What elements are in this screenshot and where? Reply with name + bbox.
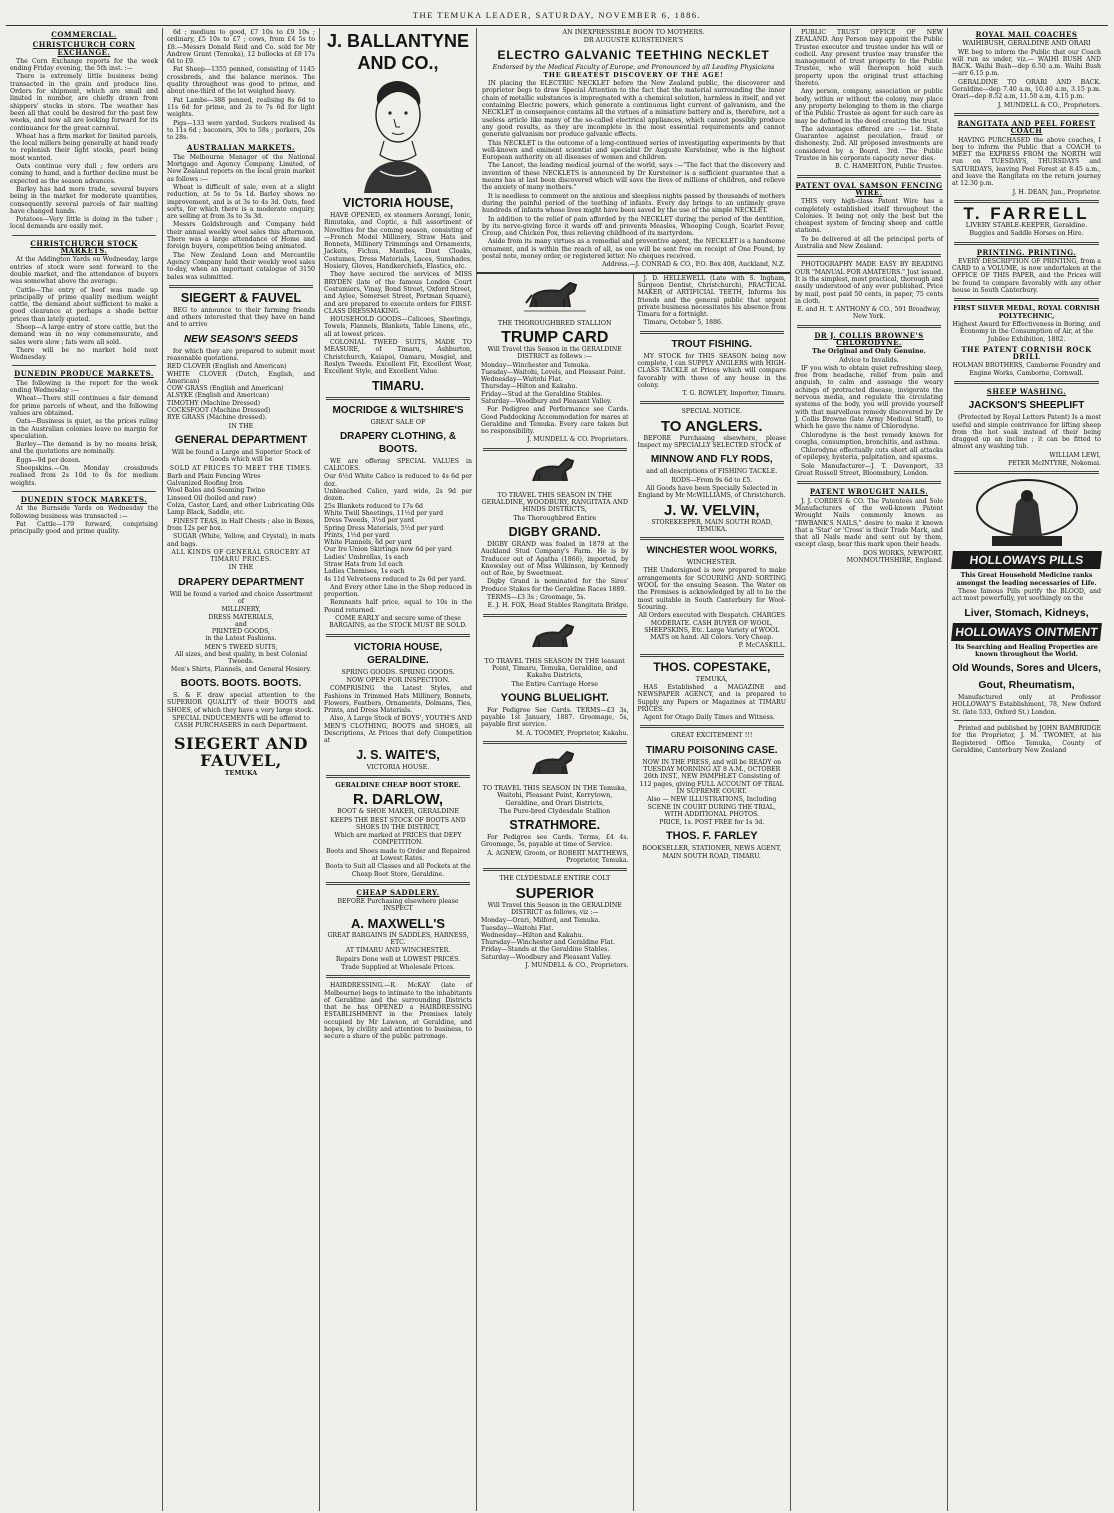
coach-text: WE beg to inform the Public that our Coach will run as under, viz.— WAIHI BUSH AND BACK. Waihi Bush—dep 6.50 a.m. Waihi Bush—arr 6.15 p.m. (952, 48, 1101, 78)
produce-text: Barley—The demand is by no means brisk, and the quotations are nominally. (10, 441, 158, 456)
commercial-heading: COMMERCIAL. (51, 30, 117, 39)
corn-exchange-text: Potatoes—Very little is doing in the tuber ; local demands are easily met. (10, 216, 158, 231)
sheeplift-text: (Protected by Royal Letters Patent) Is a most useful and simple contrivance for lifting sheep from the hot soak instead of their being dragged up an incline ; it can be fitted to almost any washing tub. (952, 414, 1101, 451)
necklet-text: In addition to the relief of pain afforded by the NECKLET during the period of the dentition, by its nerve-giving force it wards off and prevents Measles, Whooping Cough, Scarlet Fever, Croup, and Chicken Pox, thus relieving childhood of its martyrdom. (482, 215, 785, 238)
divider (640, 331, 785, 334)
winchester-wool-title: WINCHESTER WOOL WORKS, (646, 545, 777, 556)
superior-text: Will Travel this Season in the GERALDINE DISTRICT as follows, viz :— (487, 901, 622, 916)
divider (797, 481, 941, 484)
calicoes-text: WE are offering SPECIAL VALUES in CALICOES. (324, 457, 472, 473)
ballantyne-text: HOUSEHOLD GOODS—Calicoes, Sheetings, Towels, Flannels, Blankets, Table Linens, etc., all at lowest prices. (324, 316, 472, 338)
drapery-clothing-heading: DRAPERY CLOTHING, & BOOTS. (339, 430, 457, 455)
trump-card-schedule: Monday—Winchester and Temuka. Tuesday—Waitohi, Levels, and Pleasant Point. Wednesday—Waitohi Flat. Thursday—Hilton and Kakahu. Friday—Stud at the Geraldine Stables. Saturday—Woodbury and Pleasant Valley. (481, 361, 626, 405)
winchester-sub: WINCHESTER. (686, 558, 737, 567)
maxwell-name: A. MAXWELL'S (350, 915, 446, 931)
seeds-list: RED CLOVER (English and American) WHITE CLOVER (Dutch, English, and American) COW GRASS (English and American) ALSYKE (English and American) TIMOTHY (Machine Dressed) COCKSFOOT (Machine Dressed) RYE GRASS (Machine dressed). (167, 363, 315, 422)
waite-name: J. S. WAITE'S, (356, 747, 440, 762)
victoria-house-heading: VICTORIA HOUSE, (342, 196, 454, 210)
australian-text: The Melbourne Manager of the National Mortgage and Agency Company, Limited, of New Zealand reports on the local grain market as follows :— (167, 153, 315, 183)
dunedin-stock-title: DUNEDIN STOCK MARKETS. (20, 494, 148, 504)
rangitata-coach-title: RANGITATA AND PEEL FOREST COACH (957, 118, 1096, 136)
stock-text: At the Addington Yards on Wednesday, large entries of stock were sent forward to the double market, and the attendance of buyers was somewhat above the average. (10, 256, 158, 286)
siegert-intro: BEG to announce to their farming friends and others interested that they have on hand and to arrive (167, 306, 315, 329)
divider (12, 365, 156, 366)
copestake-text: Agent for Otago Daily Times and Witness. (643, 714, 775, 722)
come-early-text: COME EARLY and secure some of these BARGAINS, as the STOCK MUST BE SOLD. (329, 615, 467, 630)
young-bluelight-name: YOUNG BLUELIGHT. (500, 691, 609, 704)
boots-text: S. & F. draw special attention to the SUPERIOR QUALITY of their BOOTS and SHOES, of which they have a very large stock. (167, 691, 315, 714)
necklet-title: ELECTRO GALVANIC TEETHING NECKLET (497, 47, 770, 62)
farley-sub: BOOKSELLER, STATIONER, NEWS AGENT, MAIN SOUTH ROAD, TIMARU. (642, 845, 782, 860)
darlow-name: R. DARLOW, (353, 791, 443, 809)
farrell-text: Buggies and Saddle Horses on Hire. (969, 230, 1084, 238)
horse-illustration (525, 621, 585, 655)
wool-text: THE Undersigned is now prepared to make arrangements for SCOURING AND SORTING WOOL for the ensuing Season. The Water on the Premises is acknowledged by all to be the most suitable in South Canterbury for Wool-Scouring. (637, 567, 786, 611)
calicoes-list: Our 6½d White Calico is reduced to 4s 6d per doz. Unbleached Calico, yard wide, 2s 9d per dozen. 25s Blankets reduced to 17s 6d White Twill Sheetings, 11½d per yard Dress Tweeds, 3½d per yard Spring Dress Materials, 5½d per yard Prints, 1½d per yard White Flannels, 6d per yard Our Ire Union Skirtings now 6d per yard Ladies' Umbrellas, 1s each Straw Hats from 1d each Ladies Chemises, 1s each 4s 11d Velveteens reduced to 2s 6d per yard. (324, 473, 472, 583)
divider (954, 298, 1099, 301)
hamerton-signature: B. C. HAMERTON, Public Trustee. (835, 163, 943, 171)
holloways-pills-banner: HOLLOWAYS PILLS (951, 551, 1102, 569)
rowley-signature: T. G. ROWLEY, Importer, Timaru. (682, 390, 786, 398)
great-sale-label: GREAT SALE OF (370, 417, 426, 426)
produce-text: Eggs—9d per dozen. (16, 456, 81, 464)
rods-heading: MINNOW AND FLY RODS, (650, 454, 773, 466)
bluelight-heading: TO TRAVEL THIS SEASON IN THE leasant Point, Timaru, Temuka, Geraldine, and Kakahu Districts, (484, 656, 625, 680)
market-text: Pigs—133 were yarded. Suckers realised 4s to 11s 6d ; baconers, 30s to 58s ; porkers, 20s to 28s. (167, 119, 315, 142)
sheep-washing-title: SHEEP WASHING. (986, 386, 1067, 396)
saddlery-sub: GREAT BARGAINS IN SADDLES, HARNESS, ETC. (327, 931, 469, 947)
column-coaches-holloway (948, 28, 1105, 1511)
strathmore-heading: TO TRAVEL THIS SEASON IN THE Temuka, Waitohi, Pleasant Point, Kerrytown, Geraldine, and Orari Districts, (482, 784, 627, 807)
produce-text: Sheepskins.—On Monday crossbreds realised from 2s 10d to 6s for medium weights. (10, 465, 158, 487)
copestake-text: HAS Established a MAGAZINE and NEWSPAPER AGENCY, and is prepared to Supply any Papers or Magazines at TIMARU PRICES. (637, 684, 786, 713)
chlorodyne-sub: The Original and Only Genuine. (812, 347, 926, 356)
liver-stomach-heading: Liver, Stomach, Kidneys, (964, 606, 1089, 619)
divider (326, 634, 470, 637)
special-notice-label: SPECIAL NOTICE. (681, 407, 743, 416)
ballantyne-name: J. BALLANTYNE (326, 31, 469, 51)
seeds-text: for which they are prepared to submit most reasonable quotations. (167, 347, 315, 362)
divider (483, 868, 627, 871)
chlorodyne-text: Chlorodyne effectually cuts short all attacks of epilepsy, hysteria, palpitation, and spasms. (795, 447, 943, 462)
anglers-text: BEFORE Purchasing elsewhere, please Inspect my SPECIALLY SELECTED STOCK of (637, 434, 786, 450)
saddlery-text: Repairs Done well at LOWEST PRICES. (335, 955, 461, 963)
nails-signature: DOS WORKS, NEWPORT, MONMOUTHSHIRE, England. (846, 549, 943, 564)
digby-sub: The Thoroughbred Entire (513, 513, 597, 522)
darlow-sub: BOOT & SHOE MAKER, GERALDINE (336, 807, 459, 816)
digby-terms: TERMS—£3 3s ; Groomage, 5s. (487, 594, 586, 602)
velvin-name: J. W. VELVIN, (663, 501, 760, 519)
chlorodyne-text: Sole Manufacturer—J. T. Davenport, 33 Great Russell Street, Bloomsbury, London. (795, 462, 943, 478)
imprint-text: Printed and published by JOHN BAMBRIDGE for the Proprietor, J. M. TWOMEY, at his Registered Office Temuka, County of Geraldine, Canterbury New Zealand (952, 725, 1101, 754)
divider (483, 614, 627, 617)
digby-signature: E. J. H. FOX, Head Stables Rangitata Bridge. (487, 602, 629, 610)
mundell-signature: J. MUNDELL & CO., Proprietors. (997, 101, 1101, 109)
farrell-sub: LIVERY STABLE-KEEPER, Geraldine. (965, 220, 1088, 229)
samson-text: To be delivered at all the principal ports of Australia and New Zealand. (795, 235, 943, 251)
sold-at-prices: SOLD AT PRICES TO MEET THE TIMES. (169, 464, 313, 472)
divider (12, 491, 156, 492)
spring-goods-label: SPRING GOODS. SPRING GOODS. (341, 667, 455, 676)
divider (326, 882, 470, 885)
produce-text: Oats—Business is quiet, as the prices ruling in the Australian colonies leave no margin for speculation. (10, 418, 158, 440)
public-trust-text: Any person, company, association or public body, within or without the colony, may place any property belonging to them in the charge of the Public Trustee as agent for such care as may be defined in the deed creating the trust. (795, 88, 943, 125)
photography-text: PHOTOGRAPHY MADE EASY BY READING OUR "MANUAL FOR AMATEURS." Just issued. It is the simplest, most practical, thorough and easily understood of any ever published. Price by mail, post paid 50 cents, in paper, 75 cents in cloth. (795, 261, 943, 305)
sugar-text: SUGAR (White, Yellow, and Crystal), in mats and bags. (167, 533, 315, 548)
darlow-text: KEEPS THE BEST STOCK OF BOOTS AND SHOES IN THE DISTRICT, (330, 816, 466, 831)
strathmore-text: For Pedigree see Cards. Terms, £4 4s. Groomage, 5s, payable at time of Service. (481, 834, 629, 849)
corn-exchange-text: Wheat has a firm market for limited parcels, the local millers being generally at hand ready to replenish their light stocks, pearl being most wanted. (10, 132, 158, 162)
coach-text: GERALDINE TO ORARI AND BACK. Geraldine—dep 7.40 a.m, 10.40 a.m, 3.15 p.m. Orari—dep 8.52 a.m, 11.50 a.m, 4.15 p.m. (952, 78, 1101, 101)
pamphlet-price: PRICE, 1s. POST FREE for 1s 3d. (659, 819, 765, 827)
divider (12, 235, 156, 236)
temuka-location: TEMUKA (224, 769, 258, 778)
produce-text: Wheat—There still continues a fair demand for prime parcels of wheat, and the following values are obtained. (10, 395, 158, 417)
divider (954, 200, 1099, 203)
australian-text: Messrs Goldsbrough and Company held their annual weekly wool sales this afternoon. There was a large attendance of Home and foreign buyers, competition being animated. (167, 221, 315, 251)
anglers-text: RODS—From 9s 6d to £5. (671, 476, 753, 484)
anglers-text: All Goods have been Specially Selected in England by Mr McWILLIAMS, of Christchurch. (637, 484, 786, 500)
columns (6, 28, 1108, 1511)
divider (326, 775, 470, 778)
trout-fishing-text: MY STOCK for THIS SEASON being now complete, I can SUPPLY ANGLERS with HIGH-CLASS TACKLE at Prices which will compare favorably with those of any house in the colony. (637, 352, 786, 389)
corn-exchange-title: CHRISTCHURCH CORN EXCHANGE. (32, 40, 136, 57)
column-ballantyne (320, 28, 477, 1511)
siegert-signature: SIEGERT AND (174, 734, 308, 754)
divider (954, 471, 1099, 474)
dunedin-stock-text: At the Burnside Yards on Wednesday the following business was transacted :— (10, 505, 158, 520)
stock-text: Sheep—A large entry of store cattle, but the demand was in no way commensurate, and sales were slow ; fats were all sold. (10, 323, 158, 346)
trump-card-text: Will Travel this Season in the GERALDINE DISTRICT as follows :— (487, 345, 622, 361)
superior-signature: J. MUNDELL & CO., Proprietors. (525, 962, 629, 970)
divider (169, 285, 313, 288)
lewi-signature: WILLIAM LEWI, (1049, 451, 1101, 459)
boots-heading: BOOTS. BOOTS. BOOTS. (180, 677, 302, 689)
medal-text: Highest Award for Effectiveness in Boring, and Economy in the Consumption of Air, at the Jubilee Exhibition, 1882. (952, 320, 1101, 343)
bluelight-sub: The Entire Carriage Horse (511, 679, 599, 688)
digby-grand-name: DIGBY GRAND. (508, 524, 601, 539)
dean-signature: J. H. DEAN, Jun., Proprietor. (1012, 188, 1101, 196)
divider (954, 381, 1099, 384)
dunedin-produce-title: DUNEDIN PRODUCE MARKETS. (14, 369, 154, 379)
divider (326, 975, 470, 978)
fauvel-signature: FAUVEL, (200, 751, 282, 771)
masthead-title: THE TEMUKA LEADER, SATURDAY, NOVEMBER 6, 1886. (412, 10, 702, 20)
necklet-text: IN placing the ELECTRIC NECKLET before the New Zealand public, the discoverer and proprietor begs to draw Special Attention to the fact that the material surrounding the inner chain of metallic substances is impregnated with a chemical solution, harmless in itself, and yet containing Electric powers, which generate a continuous light current of galvanism, and the NECKLET in consequence contains all the virtues of a miniature battery and is, therefore, not a useless article like many of the so-called electrical appliances, which cannot possibly produce any good results, as they are incomplete in the most essential requirements and cannot generate galvanism nor produce galvanic effects. (482, 80, 785, 139)
printing-text: EVERY DESCRIPTION OF PRINTING, from a CARD to a VOLUME, is now undertaken at the OFFICE OF THIS PAPER, and the Prices will be found to compare favorably with any other house in South Canterbury. (952, 257, 1101, 295)
waite-text: COMPRISING the Latest Styles, and Fashions in Trimmed Hats Millinery, Bonnets, Flowers, Feathers, Ornaments, Dolmans, Ties, Prints, and Dress Materials. (324, 685, 472, 715)
divider (640, 537, 785, 540)
columns-center (477, 28, 791, 1511)
darlow-text: Boots and Shoes made to Order and Repaired at Lowest Rates. (325, 847, 470, 862)
ballantyne-text: They have secured the services of MISS BRYDEN (late of the famous London Court Costumiers, Vinay, Bond Street, Oxford Street, and Aylee, Somerset Street, Portman Square), and are prepared to execute orders for FIRST-CLASS DRESSMAKING. (324, 271, 472, 315)
corn-exchange-text: Barley has had more trade, several buyers being in the market for moderate quantities, consequently several parcels of fair malting have changed hands. (10, 185, 158, 215)
necklet-topline: AN INEXPRESSIBLE BOON TO MOTHERS. (562, 28, 705, 36)
cheap-saddlery-title: CHEAP SADDLERY. (356, 887, 440, 897)
holman-signature: HOLMAN BROTHERS, Camborne Foundry and Engine Works, Camborne, Cornwall. (952, 362, 1101, 377)
australian-text: The New Zealand Loan and Mercantile Agency Company held their weekly wool sales to-day, when an important catalogue of 3150 bales was submitted. (167, 251, 315, 281)
digby-text: Digby Grand is nominated for the Sires' Produce Stakes for the Geraldine Races 1889. (481, 578, 629, 593)
column-commercial (6, 28, 163, 1511)
samson-wire-title: PATENT OVAL SAMSON FENCING WIRE. (795, 180, 943, 197)
mccaskill-signature: P. McCASKILL. (738, 642, 786, 650)
divider (483, 741, 627, 744)
column-stallions (477, 274, 634, 1511)
cheap-boot-store-title: GERALDINE CHEAP BOOT STORE. (335, 780, 461, 789)
divider (954, 113, 1099, 116)
farley-name: THOS. F. FARLEY (665, 830, 758, 843)
trump-card-name: TRUMP CARD (501, 328, 609, 346)
wool-text: All Orders executed with Despatch. CHARGES MODERATE. CASH BUYER OF WOOL, SHEEPSKINS, Etc. Large Variety of WOOL MATS on hand. All Colors. Very Cheap. (638, 612, 785, 642)
divider (483, 448, 627, 451)
victoria-geraldine-title: VICTORIA HOUSE, GERALDINE. (353, 641, 443, 666)
chlorodyne-text: IF you wish to obtain quiet refreshing sleep, free from headache, relief from pain and anguish, to calm and assuage the weary achings of protracted disease, invigorate the nervous media, and regulate the circulating systems of the body, you will provide yourself with that marvellous remedy discovered by Dr J. Collis Browne (late Army Medical Staff), to which he gave the name of Chlorodyne. (795, 364, 943, 431)
necklet-discovery: THE GREATEST DISCOVERY OF THE AGE! (543, 70, 724, 79)
divider (640, 654, 785, 657)
strathmore-signature: A. AGNEW, Groom, or ROBERT MATTHEWS, Proprietor, Temuka. (487, 849, 629, 865)
market-text: Fat Lambs—388 penned, realising 8s 6d to 11s 6d for prime, and 2s to 7s 6d for light weights. (167, 96, 315, 119)
in-the-label: IN THE (228, 563, 254, 572)
stock-text: Cattle—The entry of beef was made up principally of prime quality medium weight cattle, the demand about sufficient to make a good clearance at perhaps a shade better prices than lately quoted. (10, 286, 158, 323)
column-markets-siegert (163, 28, 320, 1511)
trump-card-signature: J. MUNDELL & CO. Proprietors. (527, 436, 629, 444)
hellewell-date: Timaru, October 5, 1886. (643, 319, 723, 327)
bluelight-text: For Pedigree See Cards. TERMS—£3 3s, payable 1st January, 1887. Groomage, 5s, payable first service. (481, 706, 629, 729)
royal-mail-sub: WAIHIBUSH, GERALDINE AND ORARI (962, 39, 1091, 48)
divider (640, 401, 785, 404)
digby-text: DIGBY GRAND was foaled in 1879 at the Auckland Stud Company's Farm. He is by Traducer out of Agatha (1866), imported, by Knowsley out of Miss Wilkinson, by Kennedy out of Roe, by Sweetmeat. (481, 540, 629, 578)
trump-card-text: For Pedigree and Performance see Cards. Good Paddocking Accommodation for mares at Geraldine and Temuka. Every care taken but no responsibility. (481, 406, 629, 436)
general-department-heading: GENERAL DEPARTMENT (174, 433, 308, 446)
column-public-trust (791, 28, 948, 1511)
saddlery-text: Trade Supplied at Wholesale Prices. (341, 963, 455, 971)
digby-heading: TO TRAVEL THIS SEASON IN THE GERALDINE, WOODBURY, RANGITATA AND HINDS DISTRICTS, (481, 490, 628, 514)
drapery-department-heading: DRAPERY DEPARTMENT (178, 575, 304, 588)
ballantyne-co: AND CO., (357, 53, 439, 73)
waite-text: Also, A Large Stock of BOYS', YOUTH'S AND MEN'S CLOTHING, BOOTS and SHOES, all Descriptions, At Prices that defy Competition at (324, 715, 473, 745)
open-inspection-label: NOW OPEN FOR INSPECTION. (346, 675, 450, 684)
to-anglers-title: TO ANGLERS. (660, 417, 763, 435)
bluelight-signature: M. A. TOOMEY, Proprietor, Kakahu. (515, 729, 629, 737)
siegert-fauvel-title: SIEGERT & FAUVEL (180, 290, 302, 305)
stock-text: There will be no market held next Wednesday. (10, 346, 158, 362)
printing-title: PRINTING. PRINTING. (976, 247, 1077, 257)
holloway-seal-illustration (972, 478, 1082, 548)
ointment-text: Its Searching and Healing Properties are known throughout the World. (955, 643, 1098, 658)
necklet-text: The Lancet, the leading medical journal of the world, says :—"The fact that the discovery and invention of these NECKLETS is announced by Dr Kursteiner is a sufficient guarantee that a means has at last been discovered which will save the lives of millions of children, and relieve the anxiety of many mothers." (482, 162, 785, 192)
darlow-text: Boots to Suit all Classes and all Pockets at the Cheap Boot Store, Geraldine. (325, 863, 471, 878)
horse-illustration (520, 277, 590, 317)
great-excitement-label: GREAT EXCITEMENT !!! (671, 731, 753, 740)
anglers-text: and all descriptions of FISHING TACKLE. (646, 468, 778, 476)
horse-illustration (525, 748, 585, 782)
victoria-house-label: VICTORIA HOUSE. (366, 762, 430, 771)
pills-text: This Great Household Medicine ranks amongst the leading necessaries of Life. (956, 572, 1097, 587)
center-subcolumns (477, 274, 790, 1511)
necklet-address: Address.—J. CONRAD & CO., P.O. Box 408, Auckland, N.Z. (602, 261, 785, 269)
market-text: 6d ; medium to good, £7 10s to £9 10s ; ordinary, £5 10s to £7 ; cows, from £4 5s to £8.—Messrs Donald Reid and Co. sold for Mr Andrew Grant (Temuka), 12 bullocks at £8 17s 6d to £9. (167, 29, 315, 66)
horse-illustration (525, 455, 585, 489)
copestake-name: THOS. COPESTAKE, (653, 659, 771, 674)
rangitata-text: HAVING PURCHASED the above coaches, I beg to inform the Public that a COACH to MEET the EXPRESS FROM the NORTH will run on TUESDAYS, THURSDAYS and SATURDAYS, leaving Peel Forest at 8.45 a.m., and leave the Rangitata on the return journey at 12.30 p.m. (952, 136, 1101, 188)
chlorodyne-text: Chlorodyne is the best remedy known for coughs, consumption, bronchitis, and asthma. (795, 431, 943, 446)
divider (640, 725, 785, 728)
timaru-location: TIMARU. (371, 378, 425, 393)
grocery-text: ALL KINDS OF GENERAL GROCERY AT TIMARU PRICES. (171, 548, 311, 564)
trout-fishing-title: TROUT FISHING. (671, 338, 753, 350)
divider (797, 175, 941, 178)
divider (954, 242, 1099, 245)
chlorodyne-sub2: Advice to Invalids. (839, 355, 899, 364)
royal-mail-title: ROYAL MAIL COACHES (975, 30, 1078, 39)
superior-heading: THE CLYDESDALE ENTIRE COLT (499, 874, 611, 883)
wrought-nails-title: PATENT WROUGHT NAILS. (809, 487, 929, 497)
drapery-text: Will be found a varied and choice Assortment of (169, 590, 313, 605)
seeds-heading: NEW SEASON'S SEEDS (183, 333, 299, 345)
velvin-sub: STOREKEEPER, MAIN SOUTH ROAD, TEMUKA. (651, 518, 773, 533)
holloway-address: Manufactured only at Professor HOLLOWAY'S Establishment, 78, New Oxford St. (late 533, Oxford St.) London. (952, 694, 1101, 716)
strathmore-sub: The Pure-bred Clydesdale Stallion (499, 806, 611, 815)
necklet-text: It is needless to comment on the anxious and sleepless nights passed by thousands of mothers during the painful period of the teething of infants. Every day brings to an untimely grave hundreds of infants whose lives might have been saved by the use of the simple NECKLET. (482, 192, 785, 215)
divider (326, 397, 470, 400)
necklet-text: This NECKLET is the outcome of a long-continued series of investigating experiments by that well-known and eminent scientist and specialist Dr Auguste Kursteiner, who is the highest European authority on all diseases of women and children. (482, 139, 785, 162)
necklet-advertisement (477, 28, 790, 274)
mens-list: MEN'S TWEED SUITS, All sizes, and best quality, in best Colonial Tweeds. Men's Shirts, Flannels, and General Hosiery. (170, 643, 312, 673)
divider (797, 325, 941, 328)
necklet-doctor: DR AUGUSTE KURSTEINER'S (583, 36, 684, 45)
teas-text: FINEST TEAS, in Half Chests ; also in Boxes, from 12s per box. (167, 517, 315, 532)
dunedin-stock-text: Fat Cattle—179 forward, comprising principally good and prime quality. (10, 520, 158, 536)
hairdressing-text: HAIRDRESSING.—R. McKAY (late of Melbourne) begs to intimate to the inhabitants of Geraldine and the surrounding Districts that he has OPENED a HAIRDRESSING ESTABLISHMENT in the Premises lately occupied by Mr Lawson, at Geraldine, and hopes, by civility and attention to business, to secure a share of the public patronage. (324, 982, 472, 1041)
anthony-signature: E. and H. T. ANTHONY & CO., 591 Broadway, New York. (797, 306, 941, 321)
mcintyre-signature: PETER McINTYRE, Nokomai. (1007, 460, 1101, 468)
corn-exchange-text: There is extremely little business being transacted in the grain and produce line. Orders for shipment, which are small and limited in number, are chiefly drawn from shippers' stocks in store. The weather has been all that could be desired for the past few weeks, and now all are looking forward for its continuance for the great carnival. (10, 73, 158, 132)
ballantyne-text: COLONIAL TWEED SUITS, MADE TO MEASURE, of Timaru, Ashburton, Christchurch, Kaiapoi, Oamaru, Mosgiel, and Roslyn Tweeds. Excellent Fit, Excellent Wear, Excellent Style, and Excellent Value. (324, 339, 472, 376)
general-text: Will be found a Large and Superior Stock of Goods which will be (171, 448, 311, 464)
saddlery-loc: AT TIMARU AND WINCHESTER. (345, 947, 451, 955)
poisoning-case-title: TIMARU POISONING CASE. (645, 744, 778, 756)
strathmore-name: STRATHMORE. (509, 818, 601, 833)
holloways-ointment-banner: HOLLOWAYS OINTMENT (951, 623, 1102, 641)
necklet-text: Aside from its many virtues as a remedial and preventive agent, the NECKLET is a handsome ornament, and is within the reach of all, as one will be sent free on receipt of One Pound, by postal note, money order, or registered letter. No cheques received. (482, 238, 785, 261)
farrell-name: T. FARRELL (963, 203, 1090, 223)
christchurch-stock-title: CHRISTCHURCH STOCK MARKETS. (30, 238, 138, 256)
necklet-endorsement: Endorsed by the Medical Faculty of Europe, and Pronounced by all Leading Physicians (492, 62, 775, 71)
in-the-label: IN THE (228, 421, 254, 430)
superior-name: SUPERIOR (515, 884, 594, 902)
nails-text: J. J. CORDES & CO. The Patentees and Sole Manufacturers of the well-known Patent Wrought Nails commonly known as "RWBANK'S NAILS," desire to make it known that a 'Star' or 'Cross' is their Trade Mark, and that all Nails made and sent out by them, except clasp, bear this mark upon their heads. (795, 497, 943, 549)
copestake-sub: TEMUKA, (695, 674, 728, 683)
public-trust-text: PUBLIC TRUST OFFICE OF NEW ZEALAND. Any Person may appoint the Public Trustee executor and trustee under his will or codicil. Any present trustee may transfer the management of trust property to the Public Trustee, who will thereupon hold such property upon the original trust attaching thereto. (795, 29, 943, 88)
rock-drill-title: THE PATENT CORNISH ROCK DRILL (961, 344, 1092, 362)
mocridge-text: And Every other Line in the Shop reduced in proportion. (324, 583, 472, 599)
inducements-text: SPECIAL INDUCEMENTS will be offered to CASH PURCHASERS in each Department. (172, 714, 310, 730)
old-wounds-heading: Old Wounds, Sores and Ulcers, (952, 663, 1101, 675)
sheeplift-name: JACKSON'S SHEEPLIFT (968, 400, 1085, 412)
pamphlet-text: NOW IN THE PRESS, and will be READY on TUESDAY MORNING AT 8 A.M., OCTOBER 26th INST., NEW PAMPHLET Consisting of 112 pages, giving FULL ACCOUNT OF TRIAL IN SUPREME COURT. (639, 758, 784, 795)
pamphlet-text: Also — NEW ILLUSTRATIONS, Including SCENE IN COURT DURING THE TRIAL, WITH ADDITIONAL PHOTOS. (647, 796, 777, 818)
market-text: Fat Sheep—1355 penned, consisting of 1145 crossbreds, and the balance merinos. The quality throughout was good to prime, and about one-third of the lot weighed heavy. (167, 66, 315, 96)
mocridge-title: MOCRIDGE & WILTSHIRE'S (332, 404, 464, 416)
australian-markets-title: AUSTRALIAN MARKETS. (187, 143, 295, 153)
drapery-list: MILLINERY, DRESS MATERIALS, and PRINTED GOODS, in the Latest Fashions. (205, 606, 277, 643)
gout-heading: Gout, Rheumatism, (978, 679, 1075, 692)
general-list: Barb and Plain Fencing Wires Galvanized Roofing Iron Wool Bales and Seaming Twine Linseed Oil (boiled and raw) Colza, Castor, Lard, and other Lubricating Oils Lamp Black, Saddle, etc. (167, 472, 315, 517)
column-dentist-anglers (634, 274, 791, 1511)
public-trust-text: The advantages offered are :— 1st. State Guarantee against peculation, fraud or dishonesty. 2nd. All proposed investments are considered by a Board. 3rd. The Public Trustee in his corporate capacity never dies. (795, 125, 943, 163)
darlow-text: Which are marked at PRICES that DEFY COMPETITION. (334, 832, 462, 847)
divider (954, 720, 1099, 721)
saddlery-text: BEFORE Purchasing elsewhere please INSPECT (337, 898, 459, 913)
divider (797, 254, 941, 257)
pills-text: These famous Pills purify the BLOOD, and act most powerfully, yet soothingly on the (952, 587, 1101, 603)
corn-exchange-text: Oats continue very dull ; few orders are coming to hand, and a further decline must be expected as the season advances. (10, 163, 158, 185)
lady-portrait-illustration (350, 75, 446, 193)
samson-text: THIS very high-class Patent Wire has a completely established itself throughout the Colonies. It being not only the best but the cheapest system of fencing sheep and cattle stations. (795, 198, 943, 235)
corn-exchange-text: The Corn Exchange reports for the week ending Friday evening, the 5th inst. :— (10, 57, 158, 73)
produce-text: The following is the report for the week ending Wednesday :— (10, 379, 158, 395)
silver-medal-title: FIRST SILVER MEDAL, ROYAL CORNISH POLYTECHNIC, (953, 304, 1100, 320)
australian-text: Wheat is difficult of sale, even at a slight reduction, at 5s to 5s 1d. Barley shows no improvement, and is at 3s to 4s 3d. Oats, feed sorts, for which there is a moderate enquiry, are selling at from 3s to 3s 3d. (167, 183, 315, 221)
mocridge-text: Remnants half price, equal to 10s in the Pound returned. (324, 599, 472, 614)
chlorodyne-title: DR J. COLLIS BROWNE'S CHLORODYNE. (814, 330, 924, 347)
ballantyne-text: HAVE OPENED, ex steamers Aorangi, Ionic, Rimutaka, and Coptic, a full assortment of Novelties for the coming season, consisting of—French Model Millinery, Straw Hats and Bonnets, Millinery Trimmings and Ornaments, Jackets, Fichus, Mantles, Dust Cloaks, Costumes, Dress Materials, Laces, Sunshades, Hosiery, Gloves, Handkerchiefs, Elastics, etc. (324, 212, 472, 271)
stallion-heading: THE THOROUGHBRED STALLION (497, 318, 612, 327)
masthead (6, 6, 1108, 26)
superior-schedule: Monday—Orari, Milford, and Temuka. Tuesday—Waitohi Flat. Wednesday—Hilton and Kakahu. Thursday—Winchester and Geraldine Flat. Friday—Stands at the Geraldine Stables. Saturday—Woodbury and Pleasant Valley. (481, 917, 615, 961)
hellewell-text: J. D. HELLEWELL (Late with S. Ingham, Surgeon Dentist, Christchurch), PRACTICAL MAKER of ARTIFICIAL TEETH, Informs his friends and the general public that urgent private business necessitates his absence from Timaru for a fortnight. (637, 274, 786, 319)
